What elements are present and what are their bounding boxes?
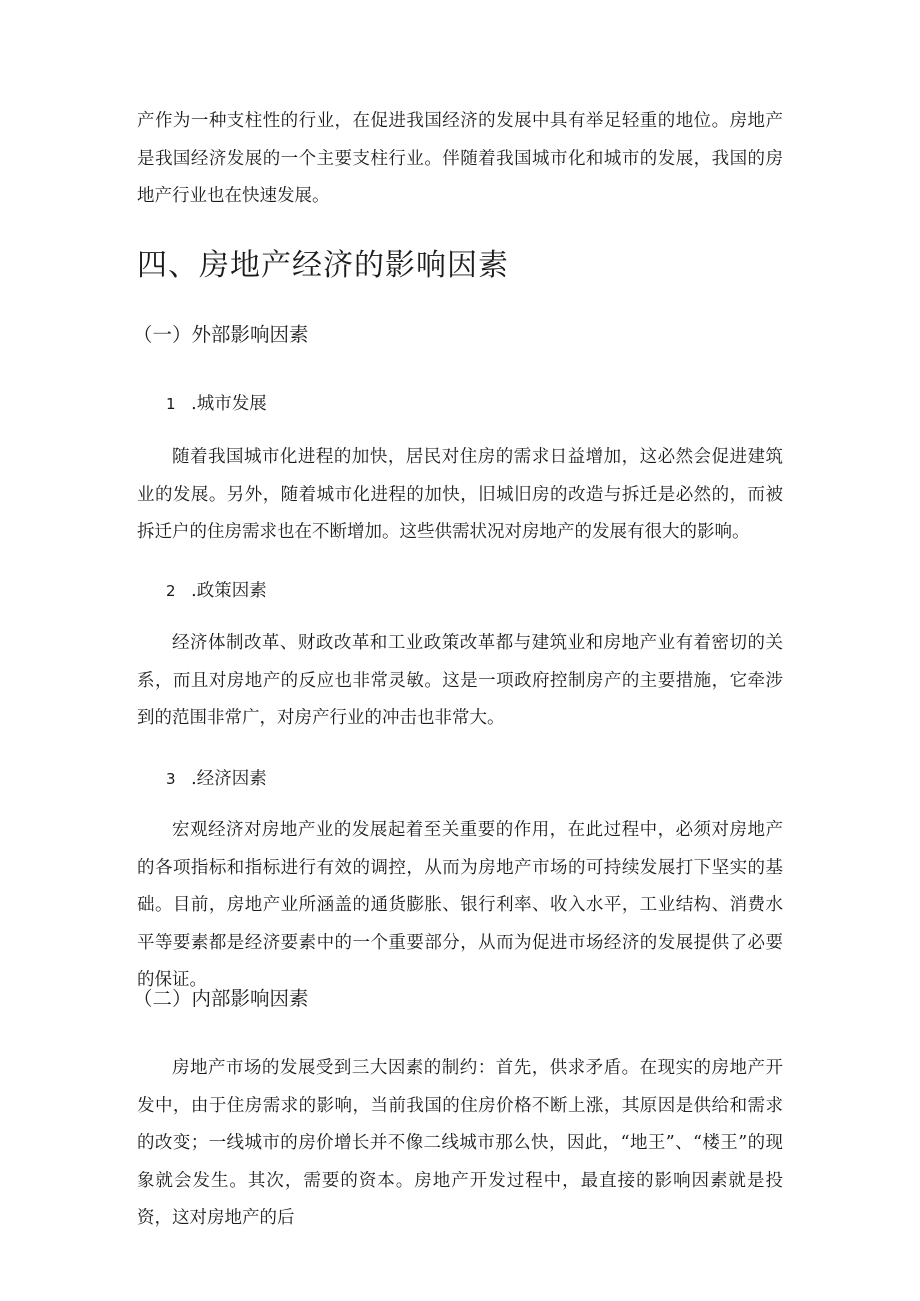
item-heading-urban-development	[166, 390, 267, 418]
section-heading: 四、房地产经济的影响因素	[137, 248, 509, 283]
urban-development-paragraph: 随着我国城市化进程的加快，居民对住房的需求日益增加，这必然会促进建筑业的发展。另外，随着城市化进程的加快，旧城旧房的改造与拆迁是必然的，而被拆迁户的住房需求也在不断增加。这些供需状况对房地产的发展有很大的影响。	[137, 447, 783, 542]
item-title: .经济因素	[191, 769, 267, 789]
internal-paragraph: 房地产市场的发展受到三大因素的制约：首先，供求矛盾。在现实的房地产开发中，由于住房需求的影响，当前我国的住房价格不断上涨，其原因是供给和需求的改变；一线城市的房价增长并不像二线城市那么快，因此，“地王”、“楼王”的现象就会发生。其次，需要的资本。房地产开发过程中，最直接的影响因素就是投资，这对房地产的后	[137, 1058, 783, 1228]
item-number: 1	[166, 395, 176, 413]
intro-paragraph: 产作为一种支柱性的行业，在促进我国经济的发展中具有举足轻重的地位。房地产是我国经济发展的一个主要支柱行业。伴随着我国城市化和城市的发展，我国的房地产行业也在快速发展。	[137, 111, 783, 206]
item-heading-economic	[166, 765, 267, 793]
policy-paragraph: 经济体制改革、财政改革和工业政策改革都与建筑业和房地产业有着密切的关系，而且对房地产的反应也非常灵敏。这是一项政府控制房产的主要措施，它牵涉到的范围非常广，对房产行业的冲击也非常大。	[137, 633, 783, 728]
item-title: .城市发展	[191, 394, 267, 414]
economic-paragraph: 宏观经济对房地产业的发展起着至关重要的作用，在此过程中，必须对房地产的各项指标和指标进行有效的调控，从而为房地产市场的可持续发展打下坚实的基础。目前，房地产业所涵盖的通货膨胀、银行利率、收入水平，工业结构、消费水平等要素都是经济要素中的一个重要部分，从而为促进市场经济的发展提供了必要的保证。	[137, 820, 783, 990]
item-number: 2	[166, 582, 176, 600]
subsection-heading-external: （一）外部影响因素	[133, 323, 309, 346]
item-number: 3	[166, 770, 176, 788]
subsection-heading-internal: （二）内部影响因素	[133, 987, 309, 1010]
item-title: .政策因素	[191, 581, 267, 601]
item-heading-policy	[166, 577, 267, 605]
